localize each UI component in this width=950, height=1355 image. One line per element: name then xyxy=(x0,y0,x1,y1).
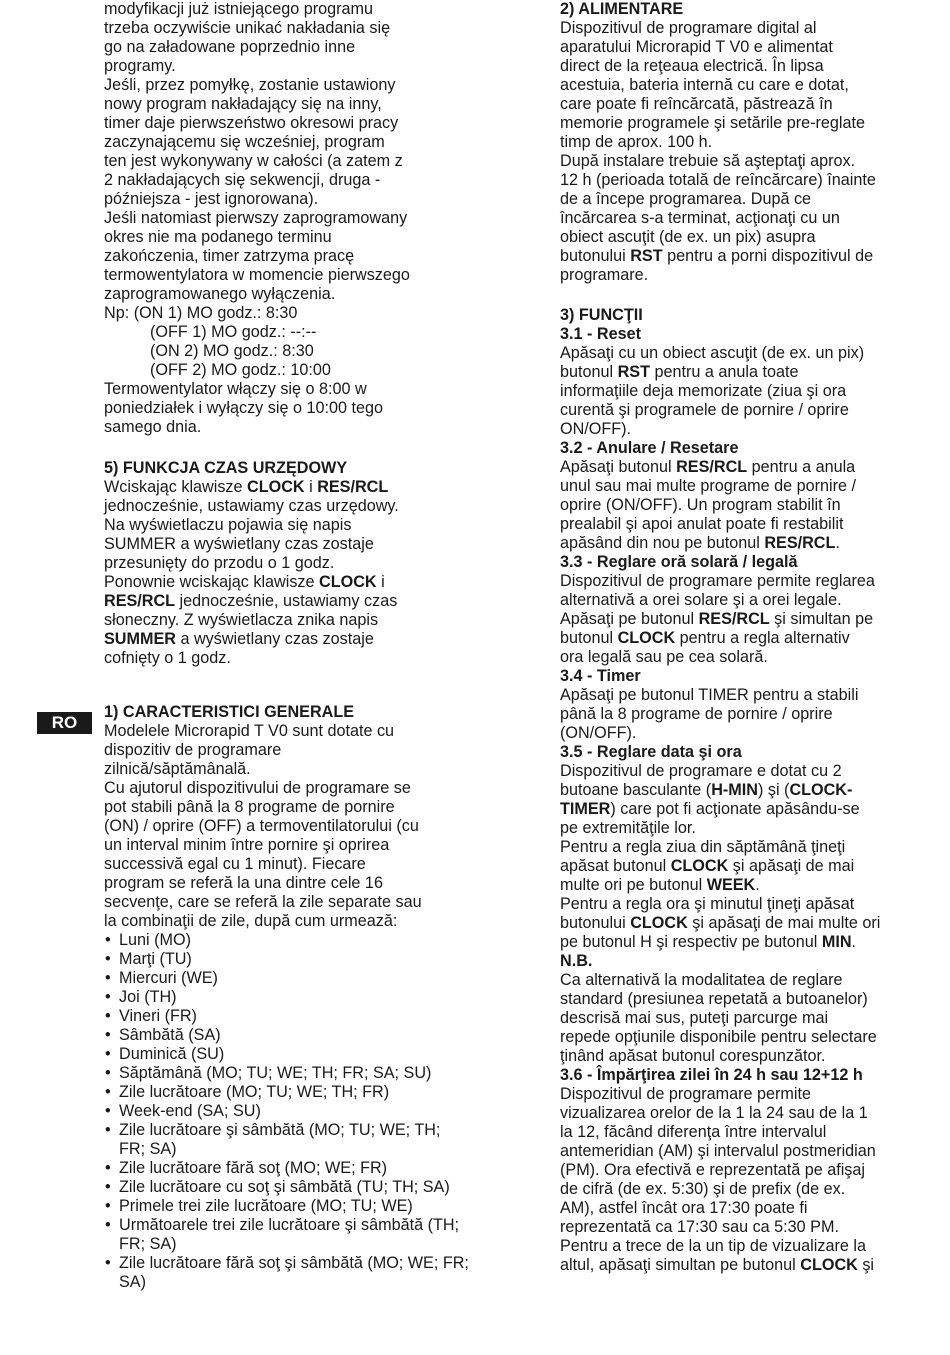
section-heading: 3) FUNCŢII xyxy=(560,306,643,324)
text-line: multe ori pe butonul WEEK. xyxy=(560,876,760,894)
text-line: samego dnia. xyxy=(104,418,202,436)
text-line: trzeba oczywiście unikać nakładania się xyxy=(104,19,391,37)
pl-intro xyxy=(104,0,469,304)
text-line: poniedziałek i wyłączy się o 10:00 tego xyxy=(104,399,383,417)
text-line: antemeridian (AM) şi intervalul postmeridian xyxy=(560,1142,876,1160)
text-line: Apăsaţi butonul RES/RCL pentru a anula xyxy=(560,458,856,476)
text-line: Pentru a trece de la un tip de vizualizare la xyxy=(560,1237,866,1255)
text-line: la 12, făcând diferenţa între intervalul xyxy=(560,1123,827,1141)
text-line: de a începe programarea. După ce xyxy=(560,190,812,208)
text-line: aparatului Microrapid T V0 e alimentat xyxy=(560,38,833,56)
text-line: Jeśli natomiast pierwszy zaprogramowany xyxy=(104,209,408,227)
text-line: reprezentată ca 17:30 sau ca 5:30 PM. xyxy=(560,1218,839,1236)
text-line: ON/OFF). xyxy=(560,420,632,438)
text-line: cofnięty o 1 godz. xyxy=(104,649,231,667)
list-item: • Joi (TH) xyxy=(116,988,469,1007)
list-item: • Următoarele trei zile lucrătoare şi sâmbătă (TH; FR; SA) xyxy=(116,1216,469,1254)
text-line: apăsând din nou pe butonul RES/RCL. xyxy=(560,534,840,552)
right-column xyxy=(560,0,925,1275)
note-label: N.B. xyxy=(560,952,593,970)
text-line: nowy program nakładający się na inny, xyxy=(104,95,382,113)
list-item: • Zile lucrătoare fără soţ şi sâmbătă (MO; WE; FR; SA) xyxy=(116,1254,469,1292)
text-line: Jeśli, przez pomyłkę, zostanie ustawiony xyxy=(104,76,396,94)
text-line: secvenţe, care se referă la zile separate sau xyxy=(104,893,422,911)
text-line: zaczynającemu się wcześniej, program xyxy=(104,133,385,151)
text-line: După instalare trebuie să aşteptaţi aprox. xyxy=(560,152,856,170)
subsection-heading: 3.5 - Reglare data şi ora xyxy=(560,743,742,761)
text-line: słoneczny. Z wyświetlacza znika napis xyxy=(104,611,379,629)
text-line: jednocześnie, ustawiamy czas urzędowy. xyxy=(104,497,399,515)
text-line: unul sau mai multe programe de pornire / xyxy=(560,477,857,495)
text-line: pe butonul H şi respectiv pe butonul MIN. xyxy=(560,933,857,951)
text-line: standard (presiunea repetată a butoanelor) xyxy=(560,990,868,1008)
text-line: (PM). Ora efectivă e reprezentată pe afişaj xyxy=(560,1161,866,1179)
text-line: programare. xyxy=(560,266,649,284)
text-line: pe extremităţile lor. xyxy=(560,819,696,837)
text-line: la combinaţii de zile, după cum urmează: xyxy=(104,912,398,930)
text-line: (ON/OFF). xyxy=(560,724,637,742)
text-line: până la 8 programe de pornire / oprire xyxy=(560,705,833,723)
text-line: zaprogramowanego wyłączenia. xyxy=(104,285,336,303)
section-heading: 1) CARACTERISTICI GENERALE xyxy=(104,703,355,721)
text-line: timer daje pierwszeństwo okresowi pracy xyxy=(104,114,399,132)
list-item: • Duminică (SU) xyxy=(116,1045,469,1064)
section-heading: 5) FUNKCJA CZAS URZĘDOWY xyxy=(104,459,348,477)
list-item: • Zile lucrătoare fără soţ (MO; WE; FR) xyxy=(116,1159,469,1178)
text-line: butonului CLOCK şi apăsaţi de mai multe ori xyxy=(560,914,881,932)
text-line: zakończenia, timer zatrzyma pracę xyxy=(104,247,355,265)
list-item: • Zile lucrătoare cu soţ şi sâmbătă (TU; TH; SA) xyxy=(116,1178,469,1197)
list-item: • Sâmbătă (SA) xyxy=(116,1026,469,1045)
text-line: Termowentylator włączy się o 8:00 w xyxy=(104,380,367,398)
text-line: pot stabili până la 8 programe de pornire xyxy=(104,798,395,816)
text-line: 2 nakładających się sekwencji, druga - xyxy=(104,171,381,189)
text-line: încărcarea s-a terminat, acţionaţi cu un xyxy=(560,209,840,227)
text-line: butoane basculante (H-MIN) şi (CLOCK- xyxy=(560,781,853,799)
text-line: Na wyświetlaczu pojawia się napis xyxy=(104,516,352,534)
subsection-heading: 3.3 - Reglare oră solară / legală xyxy=(560,553,798,571)
text-line: timp de aprox. 100 h. xyxy=(560,133,713,151)
text-line: (ON) / oprire (OFF) a termoventilatorului (cu xyxy=(104,817,419,835)
text-line: Pentru a regla ziua din săptămână ţineţi xyxy=(560,838,846,856)
list-item: • Marţi (TU) xyxy=(116,950,469,969)
text-line: Apăsaţi cu un obiect ascuţit (de ex. un pix) xyxy=(560,344,865,362)
text-line: alternativă a orei solare şi a orei legale. xyxy=(560,591,842,609)
ro-section-3 xyxy=(560,306,925,1275)
text-line: obiect ascuţit (de ex. un pix) asupra xyxy=(560,228,816,246)
text-line: RES/RCL jednocześnie, ustawiamy czas xyxy=(104,592,398,610)
list-item: • Week-end (SA; SU) xyxy=(116,1102,469,1121)
text-line: butonul RST pentru a anula toate xyxy=(560,363,799,381)
text-line: SUMMER a wyświetlany czas zostaje xyxy=(104,535,374,553)
text-line: Apăsaţi pe butonul TIMER pentru a stabili xyxy=(560,686,859,704)
list-item: • Săptămână (MO; TU; WE; TH; FR; SA; SU) xyxy=(116,1064,469,1083)
text-line: Dispozitivul de programare permite xyxy=(560,1085,812,1103)
list-item: • Zile lucrătoare şi sâmbătă (MO; TU; WE; TH; FR; SA) xyxy=(116,1121,469,1159)
text-line: curentă şi programele de pornire / oprire xyxy=(560,401,849,419)
text-line: apăsat butonul CLOCK şi apăsaţi de mai xyxy=(560,857,855,875)
text-line: termowentylatora w momencie pierwszego xyxy=(104,266,410,284)
ro-section-1 xyxy=(104,703,469,1292)
text-line: Ponownie wciskając klawisze CLOCK i xyxy=(104,573,385,591)
subsection-heading: 3.1 - Reset xyxy=(560,325,641,343)
text-line: modyfikacji już istniejącego programu xyxy=(104,0,374,18)
text-line: informaţiile deja memorizate (ziua şi ora xyxy=(560,382,847,400)
pl-example xyxy=(104,304,469,380)
text-line: repede opţiunile disponibile pentru selectare xyxy=(560,1028,877,1046)
text-line: 12 h (perioada totală de reîncărcare) înainte xyxy=(560,171,876,189)
text-line: SUMMER a wyświetlany czas zostaje xyxy=(104,630,374,648)
list-item: • Luni (MO) xyxy=(116,931,469,950)
example-line: (OFF 2) MO godz.: 10:00 xyxy=(150,361,331,379)
text-line: program se referă la una dintre cele 16 xyxy=(104,874,383,892)
day-sequence-list xyxy=(104,931,469,1292)
text-line: descrisă mai sus, puteţi parcurge mai xyxy=(560,1009,829,1027)
text-line: Modelele Microrapid T V0 sunt dotate cu xyxy=(104,722,395,740)
list-item: • Zile lucrătoare (MO; TU; WE; TH; FR) xyxy=(116,1083,469,1102)
example-line: Np: (ON 1) MO godz.: 8:30 xyxy=(104,304,298,322)
text-line: altul, apăsaţi simultan pe butonul CLOCK şi xyxy=(560,1256,875,1274)
text-line: zilnică/săptămânală. xyxy=(104,760,251,778)
example-line: (OFF 1) MO godz.: --:-- xyxy=(150,323,317,341)
text-line: ten jest wykonywany w całości (a zatem z xyxy=(104,152,403,170)
list-item: • Primele trei zile lucrătoare (MO; TU; WE) xyxy=(116,1197,469,1216)
text-line: Dispozitivul de programare digital al xyxy=(560,19,817,37)
text-line: un interval minim între pornire şi oprirea xyxy=(104,836,390,854)
text-line: Apăsaţi pe butonul RES/RCL şi simultan pe xyxy=(560,610,874,628)
text-line: butonul CLOCK pentru a regla alternativ xyxy=(560,629,850,647)
text-line: Dispozitivul de programare e dotat cu 2 xyxy=(560,762,842,780)
subsection-heading: 3.2 - Anulare / Resetare xyxy=(560,439,739,457)
text-line: butonului RST pentru a porni dispozitivul de xyxy=(560,247,874,265)
text-line: dispozitiv de programare xyxy=(104,741,282,759)
text-line: oprire (ON/OFF). Un program stabilit în xyxy=(560,496,841,514)
text-line: go na załadowane poprzednio inne xyxy=(104,38,356,56)
example-line: (ON 2) MO godz.: 8:30 xyxy=(150,342,314,360)
language-badge: RO xyxy=(37,712,92,734)
section-heading: 2) ALIMENTARE xyxy=(560,0,684,18)
text-line: Pentru a regla ora şi minutul ţineţi apăsat xyxy=(560,895,855,913)
text-line: Ca alternativă la modalitatea de reglare xyxy=(560,971,843,989)
text-line: de cifră (de ex. 5:30) şi de prefix (de ex. xyxy=(560,1180,846,1198)
text-line: ţinând apăsat butonul corespunzător. xyxy=(560,1047,826,1065)
text-line: Dispozitivul de programare permite reglarea xyxy=(560,572,875,590)
list-item: • Vineri (FR) xyxy=(116,1007,469,1026)
text-line: okres nie ma podanego terminu xyxy=(104,228,332,246)
text-line: TIMER) care pot fi acţionate apăsându-se xyxy=(560,800,860,818)
text-line: prealabil şi apoi anulat poate fi restabilit xyxy=(560,515,844,533)
text-line: Cu ajutorul dispozitivului de programare se xyxy=(104,779,411,797)
text-line: memorie programele şi setările pre-reglate xyxy=(560,114,865,132)
subsection-heading: 3.4 - Timer xyxy=(560,667,641,685)
text-line: późniejsza - jest ignorowana). xyxy=(104,190,319,208)
pl-section-5 xyxy=(104,459,469,668)
text-line: Wciskając klawisze CLOCK i RES/RCL xyxy=(104,478,389,496)
text-line: direct de la reţeaua electrică. În lipsa xyxy=(560,57,824,75)
text-line: AM), astfel încât ora 17:30 poate fi xyxy=(560,1199,808,1217)
subsection-heading: 3.6 - Împărţirea zilei în 24 h sau 12+12 h xyxy=(560,1066,863,1084)
left-column xyxy=(104,0,469,1292)
text-line: care poate fi reîncărcată, păstrează în xyxy=(560,95,833,113)
text-line: acestuia, bateria internă cu care e dotat, xyxy=(560,76,849,94)
text-line: successivă egal cu 1 minut). Fiecare xyxy=(104,855,366,873)
ro-section-2 xyxy=(560,0,925,285)
text-line: ora legală sau pe cea solară. xyxy=(560,648,768,666)
text-line: vizualizarea orelor de la 1 la 24 sau de la 1 xyxy=(560,1104,868,1122)
text-line: przesunięty do przodu o 1 godz. xyxy=(104,554,335,572)
list-item: • Miercuri (WE) xyxy=(116,969,469,988)
text-line: programy. xyxy=(104,57,176,75)
